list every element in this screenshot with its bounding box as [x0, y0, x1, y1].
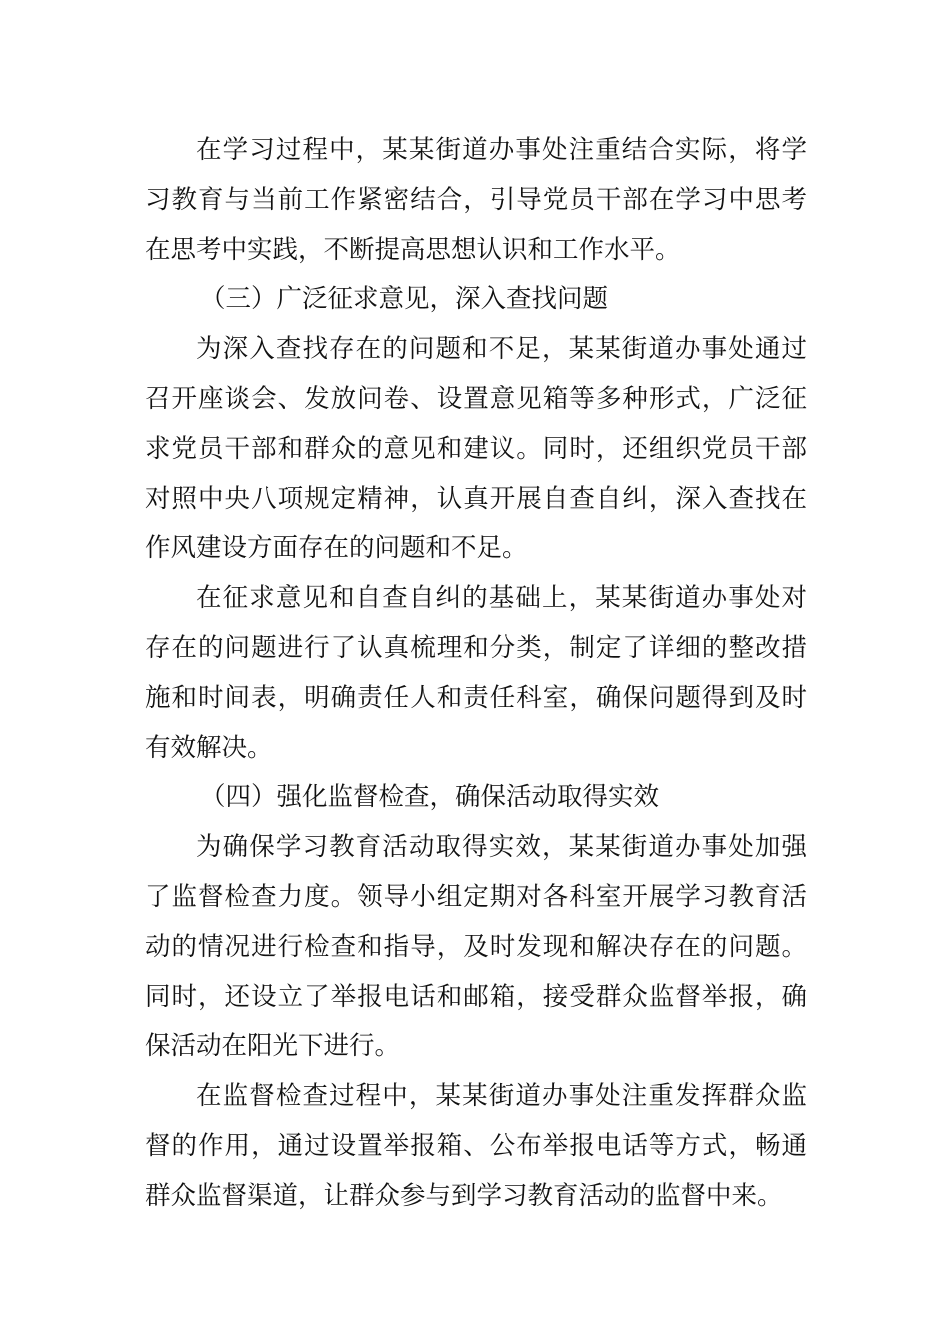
section-heading-four: （四）强化监督检查，确保活动取得实效	[200, 782, 660, 813]
paragraph-study-practice: 在学习过程中，某某街道办事处注重结合实际，将学习教育与当前工作紧密结合，引导党员干部在学习中思考在思考中实践，不断提高思想认识和工作水平。	[145, 135, 807, 265]
paragraph-solicit-opinions: 为深入查找存在的问题和不足，某某街道办事处通过召开座谈会、发放问卷、设置意见箱等多种形式，广泛征求党员干部和群众的意见和建议。同时，还组织党员干部对照中央八项规定精神，认真开展自查自纠，深入查找在作风建设方面存在的问题和不足。	[145, 334, 807, 564]
paragraph-public-supervision: 在监督检查过程中，某某街道办事处注重发挥群众监督的作用，通过设置举报箱、公布举报电话等方式，畅通群众监督渠道，让群众参与到学习教育活动的监督中来。	[145, 1081, 807, 1211]
document-body	[145, 126, 807, 1222]
paragraph-supervision: 为确保学习教育活动取得实效，某某街道办事处加强了监督检查力度。领导小组定期对各科室开展学习教育活动的情况进行检查和指导，及时发现和解决存在的问题。同时，还设立了举报电话和邮箱，接受群众监督举报，确保活动在阳光下进行。	[145, 832, 807, 1062]
paragraph-rectification: 在征求意见和自查自纠的基础上，某某街道办事处对存在的问题进行了认真梳理和分类，制定了详细的整改措施和时间表，明确责任人和责任科室，确保问题得到及时有效解决。	[145, 583, 807, 763]
section-heading-three: （三）广泛征求意见，深入查找问题	[200, 284, 609, 315]
